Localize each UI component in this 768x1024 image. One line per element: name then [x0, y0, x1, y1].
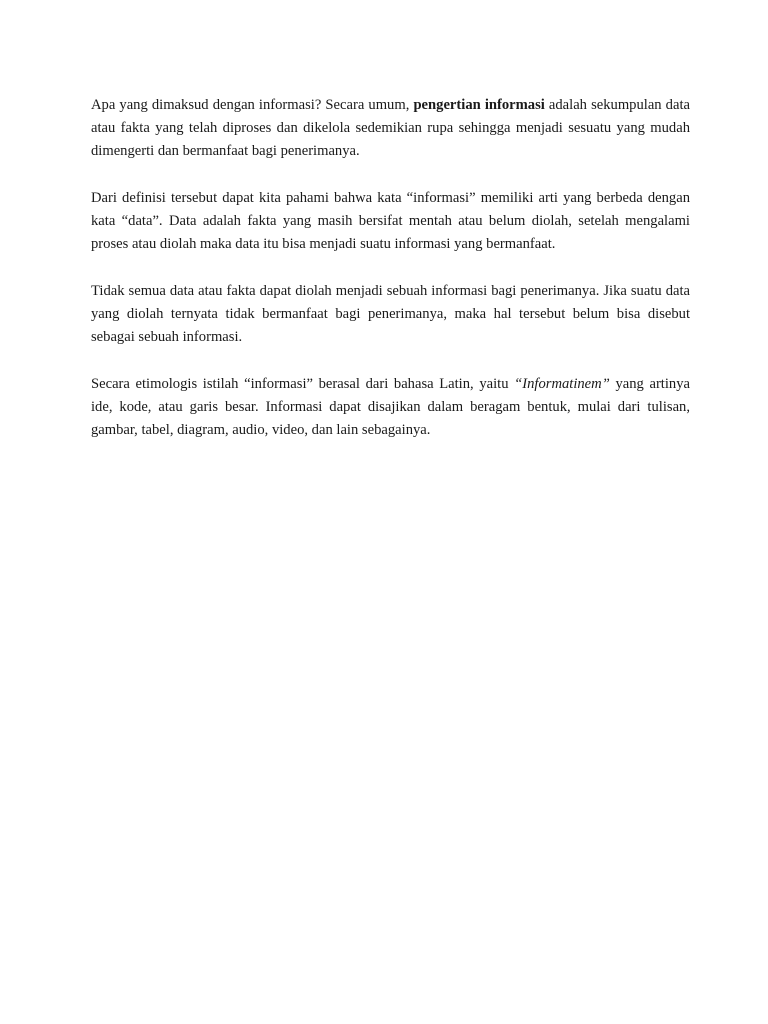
paragraph-3: Tidak semua data atau fakta dapat diolah menjadi sebuah informasi bagi penerimanya. Jika suatu data yang diolah ternyata tidak bermanfaat bagi penerimanya, maka hal tersebut belum bisa disebut sebagai sebuah informasi.: [91, 283, 690, 346]
paragraph-1-bold-term: pengertian informasi: [413, 97, 545, 113]
paragraph-4-text-c: yang artinya ide, kode, atau garis besar. Informasi dapat disajikan dalam beragam bentuk, mulai dari tulisan, gambar, tabel, diagram, audio, video, dan lain sebagainya.: [91, 376, 690, 439]
paragraph-1: [91, 94, 690, 164]
paragraph-2: Dari definisi tersebut dapat kita pahami bahwa kata “informasi” memiliki arti yang berbeda dengan kata “data”. Data adalah fakta yang masih bersifat mentah atau belum diolah, setelah mengalami proses atau diolah maka data itu bisa menjadi suatu informasi yang bermanfaat.: [91, 190, 690, 253]
paragraph-4-text-a: Secara etimologis istilah “informasi” berasal dari bahasa Latin, yaitu: [91, 376, 515, 392]
paragraph-1-text-c: adalah sekumpulan data atau fakta yang telah diproses dan dikelola sedemikian rupa sehingga menjadi sesuatu yang mudah dimengerti dan bermanfaat bagi penerimanya.: [91, 97, 690, 160]
document-body: [91, 94, 690, 466]
paragraph-4-italic-term: “Informatinem”: [514, 376, 610, 392]
paragraph-4: [91, 373, 690, 443]
paragraph-1-text-a: Apa yang dimaksud dengan informasi? Secara umum,: [91, 97, 414, 113]
